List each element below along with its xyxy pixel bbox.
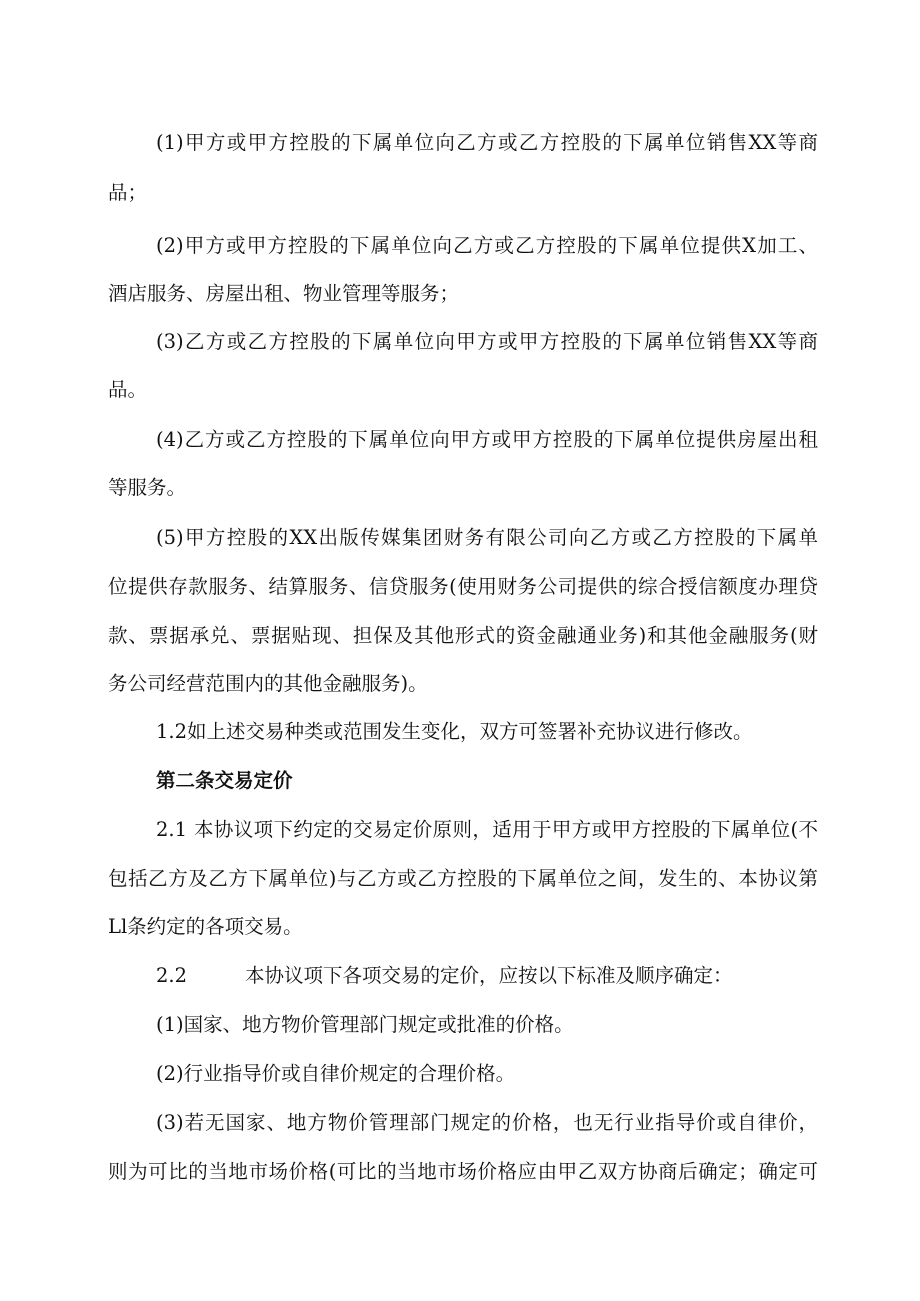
item4-line2: 等服务。 <box>108 476 187 499</box>
clause-1-2: 1.2如上述交易种类或范围发生变化，双方可签署补充协议进行修改。 <box>156 720 753 743</box>
item3-line2: 品。 <box>108 378 148 401</box>
item2-line2: 酒店服务、房屋出租、物业管理等服务； <box>108 282 460 305</box>
item4-line1: (4)乙方或乙方控股的下属单位向甲方或甲方控股的下属单位提供房屋出租 <box>156 428 818 451</box>
clause-2-1-line3: Ll条约定的各项交易。 <box>108 915 303 938</box>
clause-2-2-text: 本协议项下各项交易的定价，应按以下标准及顺序确定： <box>245 964 733 987</box>
item1-line2: 品； <box>108 181 148 204</box>
clause-2-1-line2: 包括乙方及乙方下属单位)与乙方或乙方控股的下属单位之间，发生的、本协议第 <box>108 867 818 890</box>
pricing-item2: (2)行业指导价或自律价规定的合理价格。 <box>156 1062 516 1085</box>
pricing-item3-line1: (3)若无国家、地方物价管理部门规定的价格，也无行业指导价或自律价， <box>156 1111 818 1134</box>
item1-line1: (1)甲方或甲方控股的下属单位向乙方或乙方控股的下属单位销售XX等商 <box>156 131 818 154</box>
item5-line2: 位提供存款服务、结算服务、信贷服务(使用财务公司提供的综合授信额度办理贷 <box>108 575 818 598</box>
item5-line1: (5)甲方控股的XX出版传媒集团财务有限公司向乙方或乙方控股的下属单 <box>156 526 818 549</box>
item5-line3: 款、票据承兑、票据贴现、担保及其他形式的资金融通业务)和其他金融服务(财 <box>108 624 818 647</box>
item2-line1: (2)甲方或甲方控股的下属单位向乙方或乙方控股的下属单位提供X加工、 <box>156 234 818 257</box>
pricing-item3-line2: 则为可比的当地市场价格(可比的当地市场价格应由甲乙双方协商后确定；确定可 <box>108 1160 818 1183</box>
item5-line4: 务公司经营范围内的其他金融服务)。 <box>108 672 428 695</box>
clause-2-1-number: 2.1 <box>156 818 188 841</box>
item3-line1: (3)乙方或乙方控股的下属单位向甲方或甲方控股的下属单位销售XX等商 <box>156 330 818 353</box>
clause-2-1-line1 <box>156 820 818 840</box>
clause-2-2 <box>156 966 733 986</box>
clause-2-1-text: 本协议项下约定的交易定价原则，适用于甲方或甲方控股的下属单位(不 <box>194 818 818 841</box>
article2-heading: 第二条交易定价 <box>156 769 293 792</box>
pricing-item1: (1)国家、地方物价管理部门规定或批准的价格。 <box>156 1013 574 1036</box>
clause-2-2-number: 2.2 <box>156 964 188 987</box>
